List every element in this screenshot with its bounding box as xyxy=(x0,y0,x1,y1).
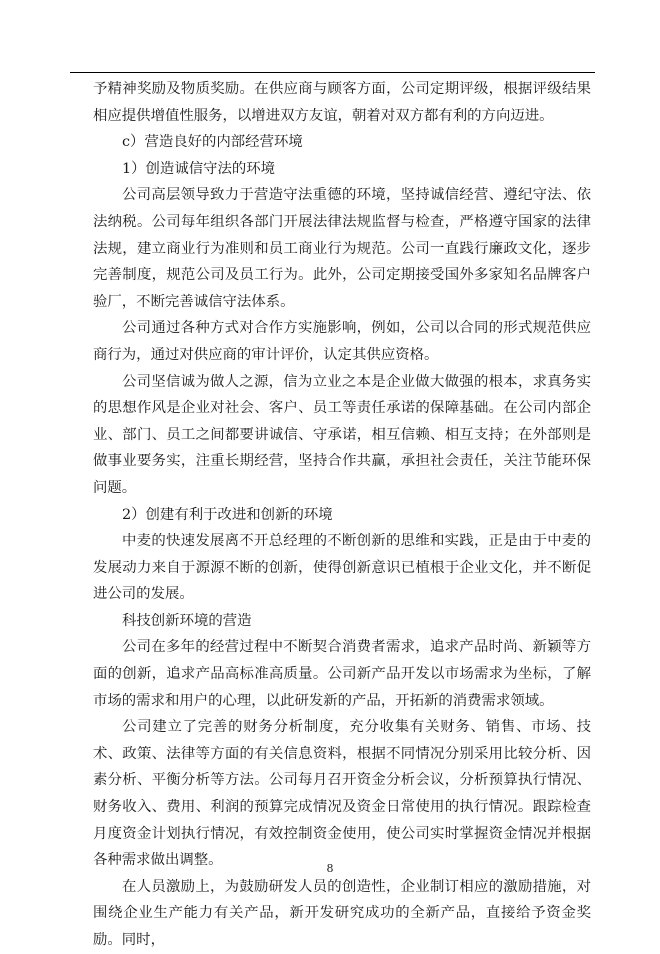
paragraph-continued: 予精神奖励及物质奖励。在供应商与顾客方面，公司定期评级，根据评级结果相应提供增值性服务，以增进双方友谊，朝着对双方都有利的方向迈进。 xyxy=(93,81,591,124)
paragraph: 公司建立了完善的财务分析制度，充分收集有关财务、销售、市场、技术、政策、法律等方面的有关信息资料，根据不同情况分别采用比较分析、因素分析、平衡分析等方法。公司每月召开资金分析会议，分析预算执行情况、财务收入、费用、利润的预算完成情况及资金日常使用的执行情况。跟踪检查月度资金计划执行情况，有效控制资金使用，使公司实时掌握资金情况并根据各种需求做出调整。 xyxy=(93,719,591,869)
heading-2-innovation-environment: 2）创建有利于改进和创新的环境 xyxy=(122,506,333,523)
page-body xyxy=(93,76,591,954)
paragraph: 公司坚信诚为做人之源，信为立业之本是企业做大做强的根本，求真务实的思想作风是企业对社会、客户、员工等责任承诺的保障基础。在公司内部企业、部门、员工之间都要讲诚信、守承诺，相互信赖、相互支持；在外部则是做事业要务实，注重长期经营，坚持合作共赢，承担社会责任，关注节能环保问题。 xyxy=(93,373,591,496)
paragraph: 公司高层领导致力于营造守法重德的环境，坚持诚信经营、遵纪守法、依法纳税。公司每年组织各部门开展法律法规监督与检查，严格遵守国家的法律法规，建立商业行为准则和员工商业行为规范。公司一直践行廉政文化，逐步完善制度，规范公司及员工行为。此外，公司定期接受国外多家知名品牌客户验厂，不断完善诚信守法体系。 xyxy=(93,187,591,310)
page-number: 8 xyxy=(326,862,334,875)
heading-c-internal-environment: c）营造良好的内部经营环境 xyxy=(122,134,303,151)
paragraph: 公司通过各种方式对合作方实施影响，例如，公司以合同的形式规范供应商行为，通过对供应商的审计评价，认定其供应资格。 xyxy=(93,320,591,363)
header-rule xyxy=(70,72,595,73)
heading-tech-innovation: 科技创新环境的营造 xyxy=(122,612,252,629)
paragraph: 公司在多年的经营过程中不断契合消费者需求，追求产品时尚、新颖等方面的创新，追求产品高标准高质量。公司新产品开发以市场需求为坐标，了解市场的需求和用户的心理，以此研发新的产品，开拓新的消费需求领域。 xyxy=(93,639,591,709)
heading-1-integrity-environment: 1）创造诚信守法的环境 xyxy=(122,160,276,177)
paragraph: 中麦的快速发展离不开总经理的不断创新的思维和实践，正是由于中麦的发展动力来自于源源不断的创新，使得创新意识已植根于企业文化，并不断促进公司的发展。 xyxy=(93,533,591,603)
paragraph: 在人员激励上，为鼓励研发人员的创造性，企业制订相应的激励措施，对围绕企业生产能力有关产品，新开发研究成功的全新产品，直接给予资金奖励。同时， xyxy=(93,878,591,948)
